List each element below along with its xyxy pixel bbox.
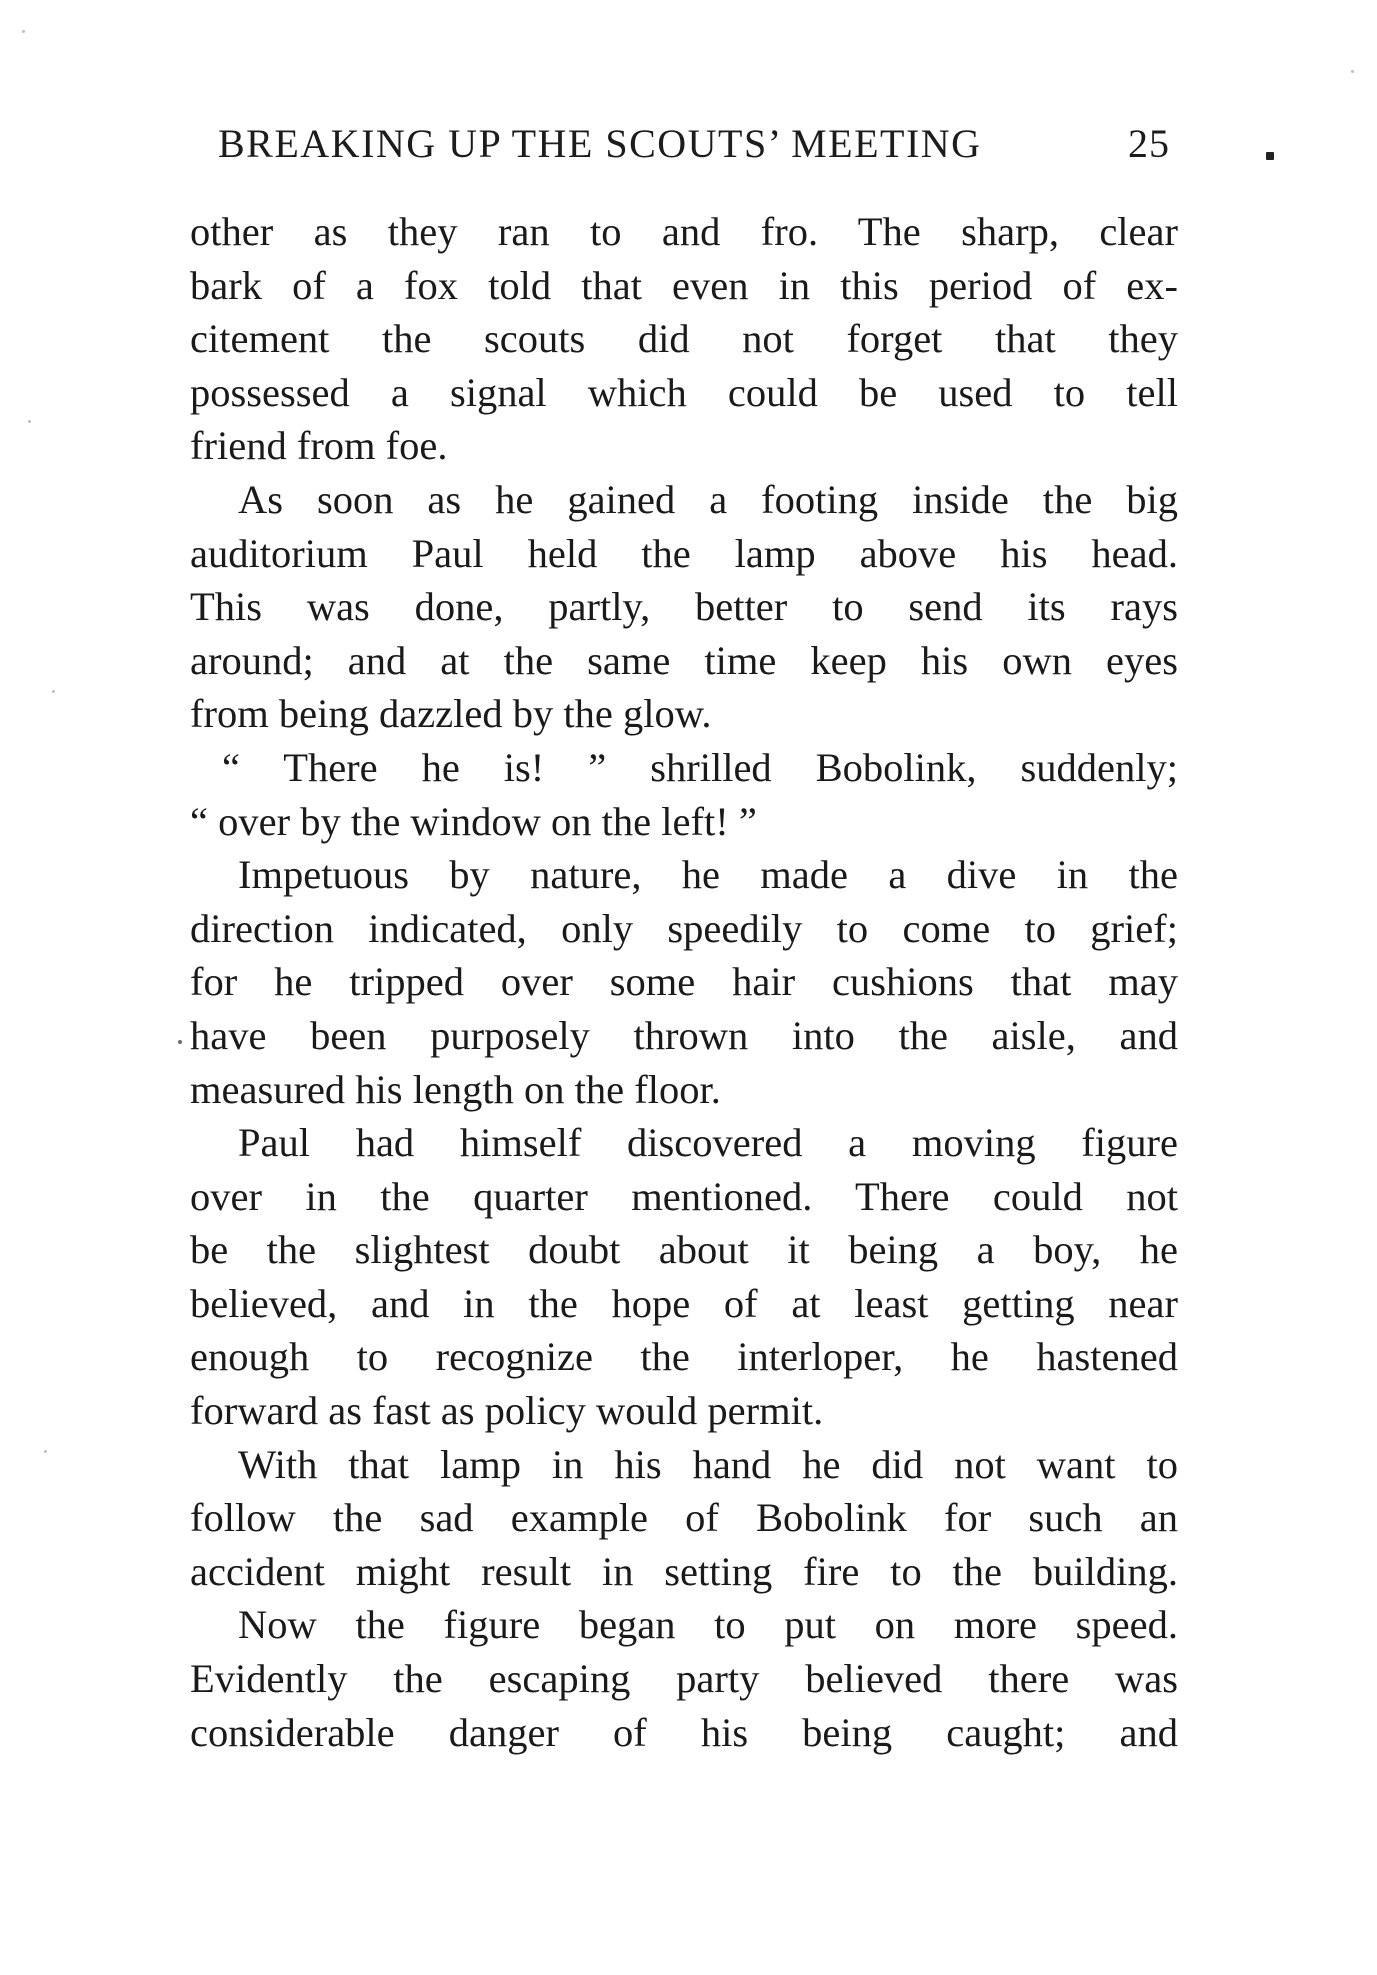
text-line: be the slightest doubt about it being a boy, he <box>190 1227 1178 1273</box>
page-number: 25 <box>1128 121 1170 166</box>
text-line: possessed a signal which could be used to tell <box>190 369 1178 415</box>
text-line: friend from foe. <box>190 423 448 469</box>
scan-speck <box>1351 70 1354 73</box>
text-line: accident might result in setting fire to the building. <box>190 1548 1178 1594</box>
scan-speck <box>22 30 25 33</box>
text-line: measured his length on the floor. <box>190 1066 721 1112</box>
text-line: around; and at the same time keep his own eyes <box>190 637 1178 683</box>
text-line: Now the figure began to put on more speed. <box>238 1602 1178 1648</box>
text-line: enough to recognize the interloper, he hastened <box>190 1334 1178 1380</box>
body-text <box>190 205 1178 1759</box>
text-line: auditorium Paul held the lamp above his head. <box>190 530 1178 576</box>
scan-speck <box>28 420 31 423</box>
text-line: “ over by the window on the left! ” <box>190 798 757 844</box>
scan-speck <box>44 1450 47 1453</box>
text-line: from being dazzled by the glow. <box>190 691 712 737</box>
text-line: forward as fast as policy would permit. <box>190 1388 824 1434</box>
text-line: This was done, partly, better to send its rays <box>190 584 1178 630</box>
text-line: other as they ran to and fro. The sharp, clear <box>190 209 1178 254</box>
text-line: With that lamp in his hand he did not want to <box>238 1441 1178 1487</box>
text-line: As soon as he gained a footing inside the big <box>238 476 1178 522</box>
text-line: follow the sad example of Bobolink for such an <box>190 1495 1178 1541</box>
print-mark <box>1266 152 1274 160</box>
scan-speck <box>52 690 55 693</box>
text-line: believed, and in the hope of at least getting near <box>190 1280 1178 1326</box>
running-head-title: BREAKING UP THE SCOUTS’ MEETING <box>218 121 982 166</box>
scan-speck <box>178 1040 182 1044</box>
text-line: bark of a fox told that even in this period of ex- <box>190 262 1178 308</box>
text-line: citement the scouts did not forget that they <box>190 316 1178 362</box>
text-line: direction indicated, only speedily to come to grief; <box>190 905 1178 951</box>
text-line: over in the quarter mentioned. There could not <box>190 1173 1178 1219</box>
text-line: have been purposely thrown into the aisle, and <box>190 1012 1178 1058</box>
text-line: considerable danger of his being caught; and <box>190 1709 1178 1755</box>
text-line: Impetuous by nature, he made a dive in the <box>238 852 1178 898</box>
text-line: “ There he is! ” shrilled Bobolink, suddenly; <box>222 744 1178 790</box>
text-line: for he tripped over some hair cushions that may <box>190 959 1178 1005</box>
text-line: Evidently the escaping party believed there was <box>190 1656 1178 1702</box>
running-head <box>218 120 1218 180</box>
text-line: Paul had himself discovered a moving figure <box>238 1120 1178 1166</box>
